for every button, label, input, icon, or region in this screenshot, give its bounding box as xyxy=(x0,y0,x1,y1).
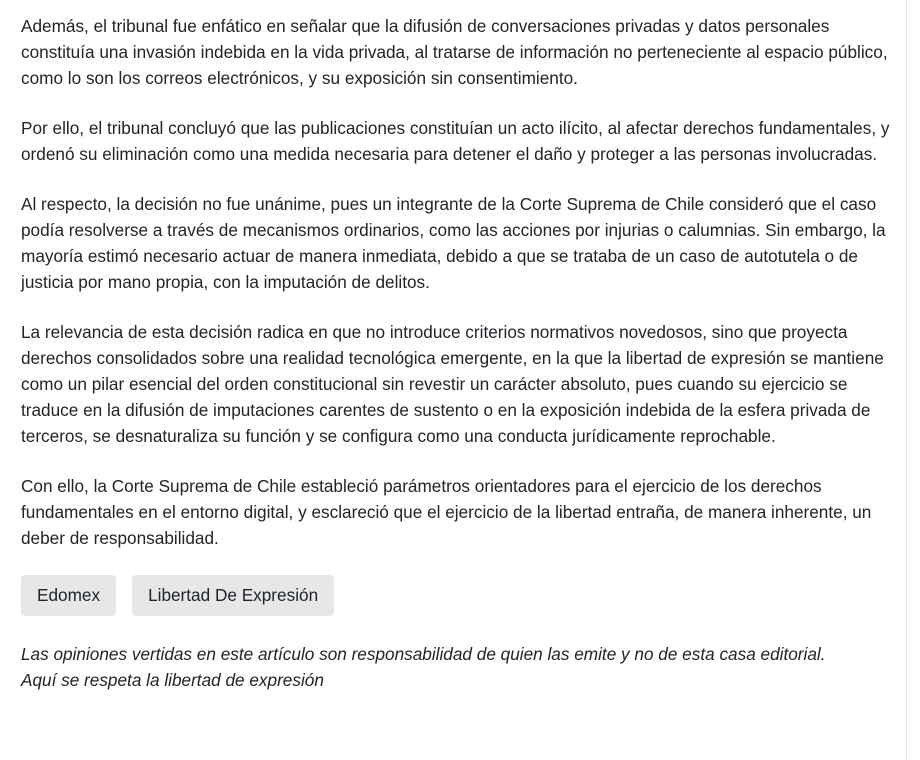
tag-libertad-de-expresion[interactable]: Libertad De Expresión xyxy=(132,575,334,616)
article-paragraph-1: Además, el tribunal fue enfático en señalar que la difusión de conversaciones privadas y datos personales constituía una invasión indebida en la vida privada, al tratarse de información no perteneciente al espacio público, como lo son los correos electrónicos, y su exposición sin consentimiento. xyxy=(21,16,888,88)
disclaimer-line-1: Las opiniones vertidas en este artículo son responsabilidad de quien las emite y no de esta casa editorial. xyxy=(21,644,826,664)
content-right-border xyxy=(906,0,907,760)
editorial-disclaimer xyxy=(21,641,891,693)
tag-list xyxy=(21,575,891,616)
article-paragraph-5: Con ello, la Corte Suprema de Chile estableció parámetros orientadores para el ejercicio de los derechos fundamentales en el entorno digital, y esclareció que el ejercicio de la libertad entraña, de manera inherente, un deber de responsabilidad. xyxy=(21,476,872,548)
article-paragraph-2: Por ello, el tribunal concluyó que las publicaciones constituían un acto ilícito, al afectar derechos fundamentales, y ordenó su eliminación como una medida necesaria para detener el daño y proteger a las personas involucradas. xyxy=(21,118,890,164)
article-paragraph-4: La relevancia de esta decisión radica en que no introduce criterios normativos novedosos, sino que proyecta derechos consolidados sobre una realidad tecnológica emergente, en la que la libertad de expresión se mantiene como un pilar esencial del orden constitucional sin revestir un carácter absoluto, pues cuando su ejercicio se traduce en la difusión de imputaciones carentes de sustento o en la exposición indebida de la esfera privada de terceros, se desnaturaliza su función y se configura como una conducta jurídicamente reprochable. xyxy=(21,322,884,446)
disclaimer-line-2: Aquí se respeta la libertad de expresión xyxy=(21,670,324,690)
tag-edomex[interactable]: Edomex xyxy=(21,575,116,616)
article-body xyxy=(21,13,891,693)
article-paragraph-3: Al respecto, la decisión no fue unánime, pues un integrante de la Corte Suprema de Chile consideró que el caso podía resolverse a través de mecanismos ordinarios, como las acciones por injurias o calumnias. Sin embargo, la mayoría estimó necesario actuar de manera inmediata, debido a que se trataba de un caso de autotutela o de justicia por mano propia, con la imputación de delitos. xyxy=(21,194,886,292)
